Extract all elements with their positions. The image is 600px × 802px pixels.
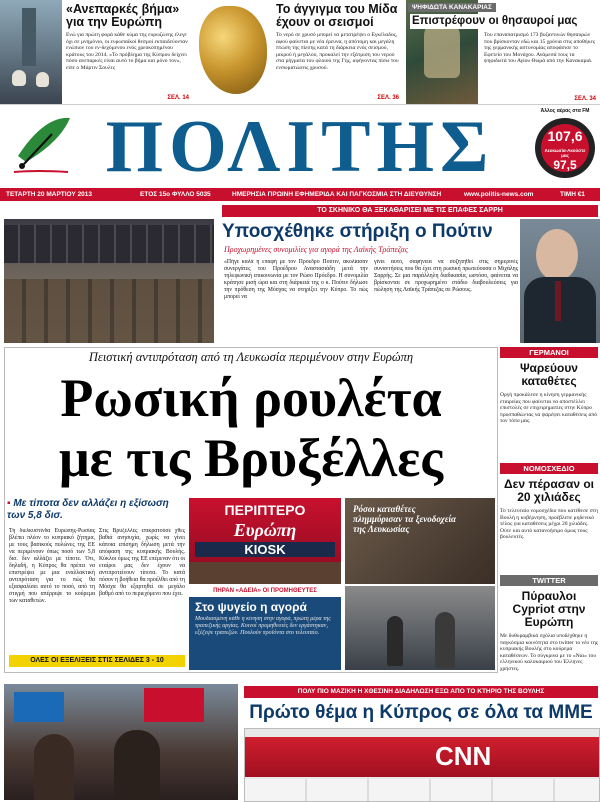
main-kicker: Πειστική αντιπρόταση από τη Λευκωσία περιμένουν στην Ευρώπη — [88, 350, 414, 364]
hotel-photo — [345, 498, 495, 584]
dateline-web[interactable]: www.politis-news.com — [464, 191, 534, 198]
promo-3-text: Του επαναπατρισμό 173 βυζαντινών θησαυρών που βρίσκονταν εδώ και 15 χρόνια στις αποθήκες της γερμανικής αστυνομίας αποφάσισε το Εφετείο του Μονάχου. Ανάμεσά τους τα ψηφιδωτά του Αγίου Θωμά από την Κανακαριά. — [484, 32, 596, 65]
protest-photo — [4, 684, 238, 800]
kiosk-photo — [189, 498, 341, 584]
promo-2-text: Το νερό σε χρυσό μπορεί να μετατρέψει ο Εγκέλαδος, αφού φαίνεται με νέα έρευνα, η απότομη και μεγάλη πτώση της πίεσης κατά τη διάρκεια ενός σεισμού, μικρού ή μεγάλου, προκαλεί την εξάτμιση του νερού στα ρήγματα του φλοιού της Γης, αφήνοντας πίσω του ενσωματώσεις χρυσού. — [276, 32, 399, 71]
parliament-desks — [4, 279, 214, 343]
parliament-wall — [4, 225, 214, 263]
bullet-icon: ▪ — [7, 498, 14, 509]
promo-1-title: «Ανεπαρκές βήμα» για την Ευρώπη — [66, 2, 180, 29]
sidebar-label-3: TWITTER — [500, 575, 598, 586]
radio-freq-2: 97,5 — [553, 158, 577, 172]
promo-1-text: Ενώ για πρώτη φορά κάθε κύμα της ευρωζώνης έλεγε όχι σε μνημόνιο, οι ευρωπαϊκοί θεσμοί εκπαιδεύονταν ενώπιον του εν-δεχόμενου ενός χρεοκοπημένου κράτους του 2014. «Το πρόβλημα της Κύπρου δείχνει πόσο ανεπαρκές είναι αυτό το βήμα και μόνο τον», είπε ο Μάρτιν Σουλτς — [66, 32, 188, 71]
shopper-figure — [435, 612, 455, 668]
promo-3[interactable] — [406, 0, 600, 104]
promo-2-title: Το άγγιγμα του Μίδα έχουν οι σεισμοί — [276, 2, 398, 29]
masthead-title: ΠΟΛΙΤΗΣ — [105, 106, 495, 188]
skull-graphic — [36, 72, 49, 87]
tower-graphic — [22, 8, 36, 66]
putin-deck: Προχωρημένες συνομιλίες για αγορά της Λαϊκής Τράπεζας — [224, 245, 408, 254]
main-bullet — [7, 498, 183, 522]
bottom-story[interactable] — [0, 684, 600, 800]
kiosk-caption: Ρόσοι καταθέτες πλημμύρισαν τα ξενοδοχεία της Λευκωσίας — [353, 504, 456, 534]
protester-figure — [34, 734, 74, 800]
protester-figure — [114, 730, 160, 800]
dateline-bar — [0, 188, 600, 201]
main-headline-1: Ρωσική ρουλέτα — [60, 368, 442, 428]
putin-tie — [555, 281, 561, 321]
fridge-kicker: ΠΗΡΑΝ «ΑΔΕΙΑ» ΟΙ ΠΡΟΜΗΘΕΥΤΕΣ — [189, 586, 341, 597]
dateline-date: ΤΕΤΑΡΤΗ 20 ΜΑΡΤΙΟΥ 2013 — [6, 191, 93, 198]
main-bullet-text: Με τίποτα δεν αλλάζει η εξίσωση των 5,8 δισ. — [7, 498, 169, 521]
putin-headline: Υποσχέθηκε στήριξη ο Πούτιν — [222, 221, 493, 242]
kiosk-sign-1: ΠΕΡΙΠΤΕΡΟ — [224, 502, 306, 518]
sidebar-item-twitter[interactable] — [500, 575, 598, 681]
radio-top-text: Άλλος αέρας στα FM — [540, 108, 590, 114]
putin-kicker: ΤΟ ΣΚΗΝΙΚΟ ΘΑ ΞΕΚΑΘΑΡΙΣΕΙ ΜΕ ΤΙΣ ΕΠΑΦΕΣ ΣΑΡΡΗ — [222, 205, 598, 217]
putin-portrait — [520, 219, 600, 343]
dateline-desc: ΗΜΕΡΗΣΙΑ ΠΡΩΙΝΗ ΕΦΗΜΕΡΙΔΑ ΚΑΙ ΠΑΓΚΟΣΜΙΑ ΣΤΗ ΔΙΕΥΘΥΝΣΗ — [232, 191, 442, 198]
flag-graphic — [144, 688, 204, 722]
bottom-kicker: ΠΟΛΥ ΠΙΟ ΜΑΖΙΚΗ Η ΧΘΕΣΙΝΗ ΔΙΑΔΗΛΩΣΗ ΕΞΩ ΑΠΟ ΤΟ ΚΤΗΡΙΟ ΤΗΣ ΒΟΥΛΗΣ — [244, 686, 598, 698]
cnn-screenshot — [244, 728, 600, 802]
skull-graphic — [12, 70, 26, 86]
sidebar-headline-3: Πύραυλοι Cypriot στην Ευρώπη — [512, 589, 586, 629]
promo-1[interactable] — [66, 3, 191, 103]
gold-nugget-photo — [195, 0, 273, 104]
quill-logo-icon — [8, 112, 80, 178]
main-headline-2: με τις Βρυξέλλες — [58, 428, 444, 488]
radio-freq-1: 107,6 — [547, 128, 583, 144]
cnn-content — [245, 779, 599, 801]
sidebar-text-3: Με δυθυραμβικά σχόλια υποδέχθηκε η παγκόσμια κοινότητα στο twitter το νέο της κυπριακής Βουλής στο κούρεμα καταθέσεων. Το σύγκρινα με το «Ναι» του ελληνικού καλοκαιριού του Έλληνες χρήστες. — [500, 633, 598, 672]
shopper-figure — [387, 616, 403, 666]
sidebar-item-bill[interactable] — [500, 463, 598, 573]
parliament-photo — [4, 219, 214, 343]
fridge-text: Μουδιασμένη κάθε η κίνηση στην αγορά, πρώτη μέρα της τραπεζικής αργίας. Κοινοί προμηθευτές δεν εργάστηκαν, εξέζεψε τραπεζών. Πουλούν προϊόντα στο τελευταίο. — [195, 616, 331, 636]
dateline-issue: ΕΤΟΣ 15ο ΦΥΛΛΟ 5035 — [140, 191, 211, 198]
sidebar-text-2: Το τελευταίο νομοσχέδιο που κατέθεσε στη Βουλή η κυβέρνηση, προέβλεπε μηδενικό τέλος για καταθέσεις μέχρι 20 χιλιάδες. Ούτε και αυτό κατανοήσιμο όμως τους βουλευτές. — [500, 508, 598, 541]
sidebar-text-1: Οργή προκάλεσε η κίνηση γερμανικής εταιρείας που φαίνεται να αποστέλλει επιστολές σε επιχειρηματίες στην Κύπρο προσπαθώντας να ψαρέψει καταθέσεις από τον τόπο μας. — [500, 392, 597, 425]
promo-3-title: Επιστρέφουν οι θησαυροί μας — [410, 14, 600, 29]
kiosk-counter — [189, 562, 341, 584]
sidebar — [500, 347, 600, 681]
sidebar-item-germans[interactable] — [500, 347, 598, 461]
cnn-logo: CNN — [435, 741, 492, 771]
putin-story[interactable] — [0, 205, 600, 343]
sidebar-label-1: ΓΕΡΜΑΝΟΙ — [500, 347, 598, 358]
kiosk-sign-3: KIOSK — [195, 542, 335, 557]
promo-1-page: ΣΕΛ. 14 — [167, 95, 189, 101]
kiosk-sign-2: Ευρώπη — [233, 520, 297, 540]
market-photo — [345, 586, 495, 670]
main-col-1: Τη διελκυστίνδα Ευρώπης-Ρωσίας βλέπει πλέον το κυπριακό ζήτημα, με τους βασικούς πυλώνες της ΕΕ να περιμένουν όπως ποσό των 5,8 δισ. δεν αλλάζει με τίποτε. Ότι, δηλαδή, η Κύπρος θα πρέπει να επιστρέψει με μια εναλλακτική αντιπρόταση για το πώς θα εξασφαλίσει αυτό το ποσό, από τη στιγμή που απέρριψε το κούρεμα των καταθετών. — [9, 528, 95, 604]
promo-1-photo — [0, 0, 62, 104]
sidebar-headline-2: Δεν πέρασαν οι 20 χιλιάδες — [504, 477, 594, 504]
masthead — [0, 106, 600, 186]
promo-2[interactable] — [276, 3, 401, 103]
promo-3-label: ΨΗΦΙΔΩΤΑ ΚΑΝΑΚΑΡΙΑΣ — [408, 3, 496, 12]
fridge-box[interactable] — [189, 586, 341, 670]
main-story[interactable] — [4, 347, 498, 673]
radio-sub-text: Λευκωσία-Ακούστε μας — [544, 148, 586, 158]
promo-strip — [0, 0, 600, 105]
bottom-headline: Πρώτο θέμα η Κύπρος σε όλα τα ΜΜΕ — [249, 702, 593, 723]
main-footer[interactable]: ΟΛΕΣ ΟΙ ΕΞΕΛΙΞΕΙΣ ΣΤΙΣ ΣΕΛΙΔΕΣ 3 - 10 — [9, 655, 185, 667]
main-col-2: Στις Βρυξέλλες επικρατούσε χθες βαθιά ανησυχία, χωρίς να γίνει κάποια επίσημη δήλωση μετά την απόφαση της κυπριακής Βουλής. Κύκλοι όμως της ΕΕ επέμεναν ότι οι εταίροι μας δεν έχουν να αντιπροτείνουν τίποτα. Το κατά πόσον η βοήθεια θα προέλθει από τη Μόσχα θα εξαρτηθεί σε μεγάλο βαθμό από το περιεχόμενο που έχει. — [99, 528, 185, 597]
radio-badge[interactable] — [532, 108, 598, 184]
radio-badge-graphic — [532, 108, 598, 184]
cnn-header-bar — [245, 737, 599, 777]
flag-graphic — [14, 692, 64, 722]
promo-3-page: ΣΕΛ. 34 — [574, 96, 596, 102]
putin-col-2: γίνει αυτό, σαφήνεια να συζητηθεί στις σημερινές συναντήσεις που θα έχει στη ρωσική πρωτεύουσα ο Μιχάλης Σαρρής. Σε μια παράλληλη διαδικασία, ωστόσο, φαίνεται να βρίσκονται σε προχωρημένο στάδιο διαβουλεύσεις για πώληση της Λαϊκής Τράπεζας σε Ρώσους. — [374, 259, 518, 293]
sidebar-label-2: ΝΟΜΟΣΧΕΔΙΟ — [500, 463, 598, 474]
sidebar-headline-1: Ψαρεύουν καταθέτες — [520, 361, 578, 388]
putin-col-1: «Πήγε καλά η επαφή με τον Πρόεδρο Πούτιν, ακολίασαν συνεργάτες του Προέδρου Αναστασιάδη μετά την τηλεφωνική επικοινωνία με τον Ρώσο Πρόεδρο. Η συνομιλία κράτησε μισή ώρα και στη διάρκειά της ο κ. Πούτιν δήλωσε την πρόθεση της Μόσχας να στηρίξει την Κύπρο. Το πώς μπορεί να — [224, 259, 368, 300]
putin-face — [536, 229, 578, 281]
dateline-price: ΤΙΜΗ €1 — [560, 191, 585, 198]
promo-2-page: ΣΕΛ. 36 — [377, 95, 399, 101]
fridge-headline: Στο ψυγείο η αγορά — [195, 600, 307, 614]
gold-nugget-icon — [199, 6, 267, 94]
